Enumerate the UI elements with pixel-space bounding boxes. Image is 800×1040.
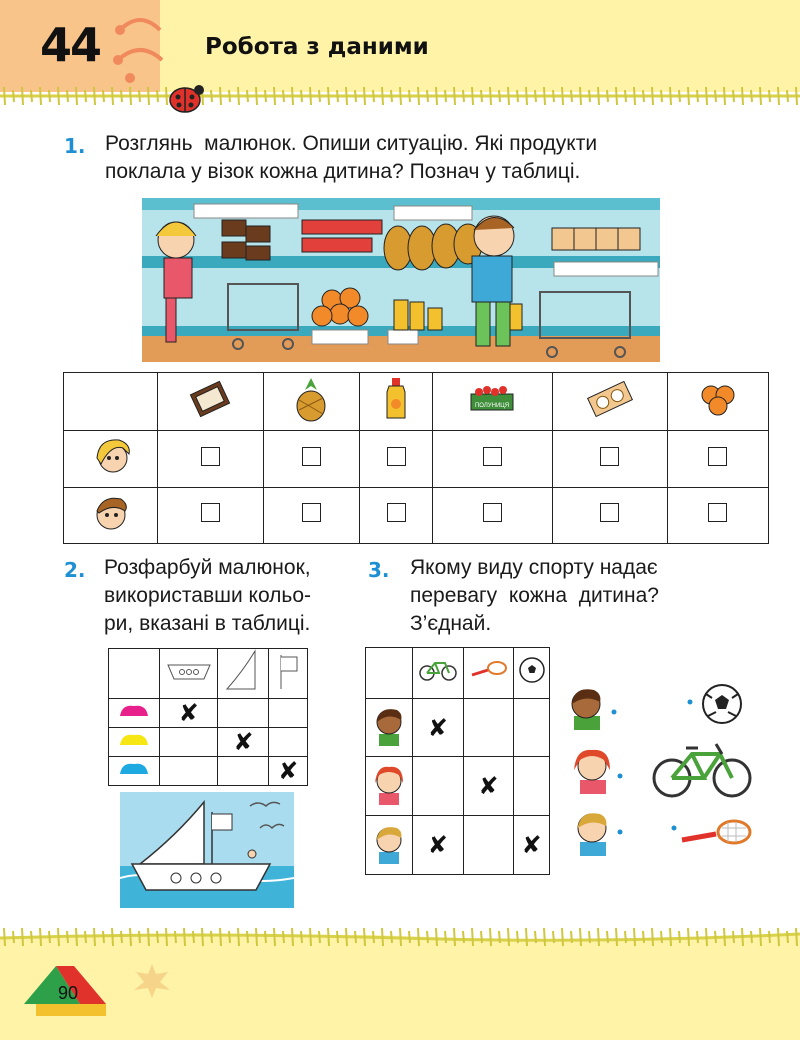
task2-empty-cell[interactable] [160,728,218,757]
boy-blond-icon [369,820,409,866]
task1-table [63,372,769,544]
boy-icon [89,491,133,535]
task1-number: 1. [64,134,86,158]
task3-mark-cell[interactable] [463,757,514,816]
task3-empty-cell[interactable] [514,698,550,757]
task1-row-girl [64,431,158,487]
task3-mark-cell[interactable] [413,698,464,757]
task3-text-line1: Якому виду спорту надає [410,556,658,579]
task2-header-hull [160,649,218,699]
girl-redhead-icon [369,761,409,807]
soccer-ball-match-icon[interactable] [686,682,746,728]
task1-text-line1: Розглянь малюнок. Опиши ситуацію. Які продукти [105,132,598,155]
x-mark: ✘ [427,713,448,742]
tennis-racket-match-icon[interactable] [670,818,756,852]
task1-header-roll [552,373,667,431]
sail-icon [223,649,263,693]
checkbox-boy-oranges[interactable] [667,487,768,543]
task1-header-chocolate [158,373,264,431]
task2-color-yellow [109,728,160,757]
task1-table-corner [64,373,158,431]
task1-text [105,130,745,186]
x-mark: ✘ [178,699,199,727]
task3-empty-cell[interactable] [463,698,514,757]
checkbox-girl-pineapple[interactable] [263,431,359,487]
task2-mark-cell[interactable] [269,757,308,786]
task3-text [410,554,740,638]
boy-dark-icon [369,702,409,748]
task3-table-corner [366,648,413,699]
task1-header-pineapple [263,373,359,431]
task1-row-boy [64,487,158,543]
x-mark: ✘ [233,728,254,756]
task2-empty-cell[interactable] [218,757,269,786]
checkbox-boy-pineapple[interactable] [263,487,359,543]
bicycle-match-icon[interactable] [650,738,754,802]
task3-text-line3: З’єднай. [410,612,492,635]
tennis-racket-icon [468,659,508,681]
leaf-icon [132,962,172,1000]
supermarket-illustration [142,198,660,362]
task3-table [365,647,550,875]
child-boy-blond-icon[interactable] [570,806,626,858]
chocolate-icon [188,379,232,419]
task2-header-flag [269,649,308,699]
task3-mark-cell[interactable] [514,816,550,875]
checkbox-boy-strawberries[interactable] [432,487,552,543]
task3-empty-cell[interactable] [514,757,550,816]
task3-header-ball [514,648,550,699]
task3-row-boy-dark [366,698,413,757]
decor-swirl-icon [110,0,180,92]
task2-color-cyan [109,757,160,786]
task2-empty-cell[interactable] [269,728,308,757]
x-mark: ✘ [521,831,542,860]
paint-blob-cyan [120,763,148,773]
child-boy-dark-icon[interactable] [564,682,620,732]
ladybug-icon [163,80,209,116]
task3-header-racket [463,648,514,699]
paint-blob-magenta [120,705,148,715]
task1-header-oranges [667,373,768,431]
paint-blob-yellow-icon [116,731,152,749]
task3-text-line2: перевагу кожна дитина? [410,584,659,607]
checkbox-girl-juice[interactable] [360,431,433,487]
sailboat-picture [120,792,294,908]
x-mark: ✘ [278,757,299,785]
x-mark: ✘ [478,772,499,801]
task2-text-line3: ри, вказані в таблиці. [104,612,311,635]
task2-header-sail [218,649,269,699]
paint-blob-magenta-icon [116,702,152,720]
lesson-number: 44 [40,18,101,72]
checkbox-girl-chocolate[interactable] [158,431,264,487]
child-girl-redhead-icon[interactable] [570,744,626,796]
task2-text-line2: використавши кольо- [104,584,312,607]
checkbox-girl-oranges[interactable] [667,431,768,487]
checkbox-girl-roll[interactable] [552,431,667,487]
task1-header-strawberries [432,373,552,431]
task2-mark-cell[interactable] [160,699,218,728]
task2-empty-cell[interactable] [160,757,218,786]
task2-mark-cell[interactable] [218,728,269,757]
bicycle-icon [418,658,458,682]
task1-text-line2: поклала у візок кожна дитина? Познач у таблиці. [105,160,581,183]
strawberry-label: ПОЛУНИЦЯ [475,403,510,410]
task2-empty-cell[interactable] [218,699,269,728]
flag-icon [273,651,303,691]
task3-row-girl-redhead [366,757,413,816]
task1-header-juice [360,373,433,431]
task2-text-line1: Розфарбуй малюнок, [104,556,311,579]
pineapple-icon [291,376,331,422]
task3-row-boy-blond [366,816,413,875]
page-number: 90 [58,983,79,1003]
footer-band [0,935,800,1040]
lesson-title: Робота з даними [205,34,429,60]
task2-number: 2. [64,558,86,582]
boat-hull-icon [166,659,212,683]
task3-number: 3. [368,558,390,582]
orange-icon [697,381,739,417]
checkbox-boy-juice[interactable] [360,487,433,543]
roll-cake-icon [586,379,634,419]
task2-table [108,648,308,786]
task3-header-bicycle [413,648,464,699]
task3-empty-cell[interactable] [413,757,464,816]
task3-mark-cell[interactable] [413,816,464,875]
task2-text [104,554,366,638]
strawberry-box-icon [467,382,517,416]
grass-border-bottom [0,920,800,950]
x-mark: ✘ [427,831,448,860]
grass-border-top [0,82,800,108]
paint-blob-yellow [120,734,148,744]
checkbox-boy-roll[interactable] [552,487,667,543]
soccer-ball-icon [518,656,546,684]
girl-icon [89,434,133,478]
checkbox-girl-strawberries[interactable] [432,431,552,487]
juice-icon [381,376,411,422]
task2-color-magenta [109,699,160,728]
task3-empty-cell[interactable] [463,816,514,875]
task2-table-corner [109,649,160,699]
paint-blob-cyan-icon [116,760,152,778]
checkbox-boy-chocolate[interactable] [158,487,264,543]
task2-empty-cell[interactable] [269,699,308,728]
